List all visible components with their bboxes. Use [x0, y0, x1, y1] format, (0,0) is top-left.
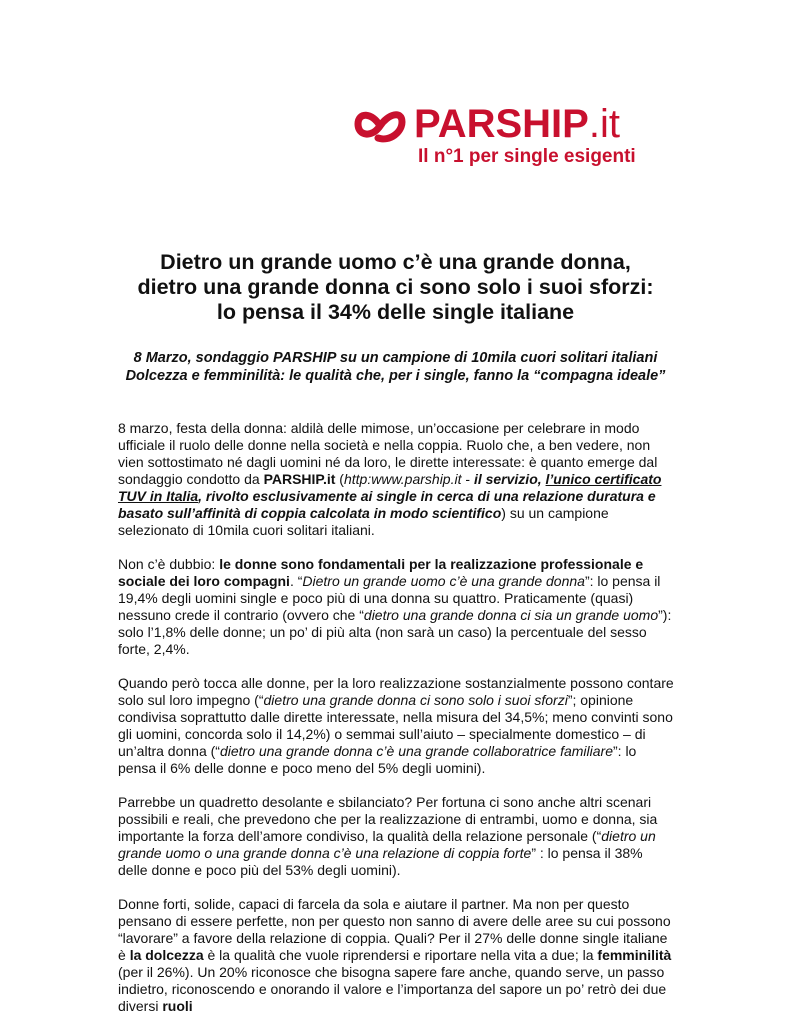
paragraph — [118, 794, 674, 879]
text-run: l’unico certificato TUV in Italia — [118, 471, 662, 504]
text-run: Quando però tocca alle donne, per la loro realizzazione sostanzialmente possono contare solo sul loro impegno (“ — [118, 675, 674, 708]
text-run: ”: lo pensa il 19,4% degli uomini single e poco più di una donna su quattro. Praticamente (quasi) nessuno crede il contrario (ovvero che “ — [118, 573, 661, 623]
logo-tagline: Il n°1 per single esigenti — [418, 146, 636, 167]
parship-logo — [354, 102, 654, 172]
title-line: Dietro un grande uomo c’è una grande donna, — [160, 250, 631, 274]
text-run: Donne forti, solide, capaci di farcela da sola e aiutare il partner. Ma non per questo pensano di essere perfette, non per questo non sanno di avere delle aree su cui possono “lavorare” a favore della relazione di coppia. Quali? Per il 27% delle donne single italiane è — [118, 896, 671, 963]
subtitle-line: 8 Marzo, sondaggio PARSHIP su un campione di 10mila cuori solitari italiani — [133, 350, 658, 366]
text-run: . “ — [289, 573, 303, 589]
article-body — [118, 420, 674, 1032]
text-run: - — [461, 471, 474, 487]
text-run: il servizio, — [473, 471, 546, 487]
text-run: ( — [335, 471, 344, 487]
press-subtitle — [60, 349, 731, 385]
logo-wordmark — [414, 100, 620, 148]
text-run: 8 marzo, festa della donna: aldilà delle mimose, un’occasione per celebrare in modo ufficiale il ruolo delle donne nella società e nella coppia. Ruolo che, a ben vedere, non vien sottostimato né dagli uomini né da loro, le dirette interessate: è quanto emerge dal sondaggio condotto da — [118, 420, 658, 487]
text-run: Parrebbe un quadretto desolante e sbilanciato? Per fortuna ci sono anche altri scenari possibili e reali, che prevedono che per la realizzazione di entrambi, uomo e donna, sia importante la forza dell’amore condiviso, la qualità della relazione personale (“ — [118, 794, 658, 844]
text-run: dietro un grande uomo o una grande donna c’è una relazione di coppia forte — [118, 828, 656, 861]
text-run: ” : lo pensa il 38% delle donne e poco più del 53% degli uomini). — [118, 845, 643, 878]
text-run: dietro una grande donna c’è una grande collaboratrice familiare — [219, 743, 613, 759]
text-run: dietro una grande donna ci sia un grande uomo — [363, 607, 659, 623]
logo-brand: PARSHIP — [414, 102, 589, 146]
infinity-heart-icon — [354, 108, 406, 144]
paragraph — [118, 556, 674, 658]
title-line: dietro una grande donna ci sono solo i suoi sforzi: — [137, 275, 654, 299]
text-run: ruoli — [162, 998, 193, 1014]
text-run: dietro una grande donna ci sono solo i suoi sforzi — [263, 692, 568, 708]
text-run: Non c’è dubbio: — [118, 556, 220, 572]
title-line: lo pensa il 34% delle single italiane — [216, 300, 575, 324]
paragraph — [118, 675, 674, 777]
text-run: ”; opinione condivisa soprattutto dalle dirette interessate, nella misura del 34,5%; meno convinti sono gli uomini, concorda solo il 14,2%) o semmai sull’aiuto – specialmente domestico – di un’altra donna (“ — [118, 692, 673, 759]
text-run: ”: lo pensa il 6% delle donne e poco meno del 5% degli uomini). — [118, 743, 637, 776]
subtitle-line: Dolcezza e femminilità: le qualità che, per i single, fanno la “compagna ideale” — [125, 368, 666, 384]
paragraph — [118, 420, 674, 539]
text-run: (per il 26%). Un 20% riconosce che bisogna sapere fare anche, quando serve, un passo indietro, riconoscendo e onorando il valore e l’importanza del sapore un po’ retrò dei due diversi — [118, 964, 667, 1014]
press-title — [60, 250, 731, 325]
text-run: ”): solo l’1,8% delle donne; un po’ di più alta (non sarà un caso) la percentuale del sesso forte, 2,4%. — [118, 607, 672, 657]
text-run: PARSHIP.it — [263, 471, 336, 487]
text-run: femminilità — [597, 947, 672, 963]
text-run: http:www.parship.it — [343, 471, 462, 487]
text-run: è la qualità che vuole riprendersi e riportare nella vita a due; la — [203, 947, 598, 963]
text-run: , rivolto esclusivamente ai single in cerca di una relazione duratura e basato sull’affinità di coppia calcolata in modo scientifico — [118, 488, 656, 521]
text-run: la dolcezza — [129, 947, 204, 963]
paragraph — [118, 896, 674, 1015]
text-run: Dietro un grande uomo c’è una grande donna — [302, 573, 585, 589]
logo-tld: .it — [588, 102, 620, 146]
text-run: ) su un campione selezionato di 10mila cuori solitari italiani. — [118, 505, 609, 538]
text-run: le donne sono fondamentali per la realizzazione professionale e sociale dei loro compagni — [118, 556, 644, 589]
